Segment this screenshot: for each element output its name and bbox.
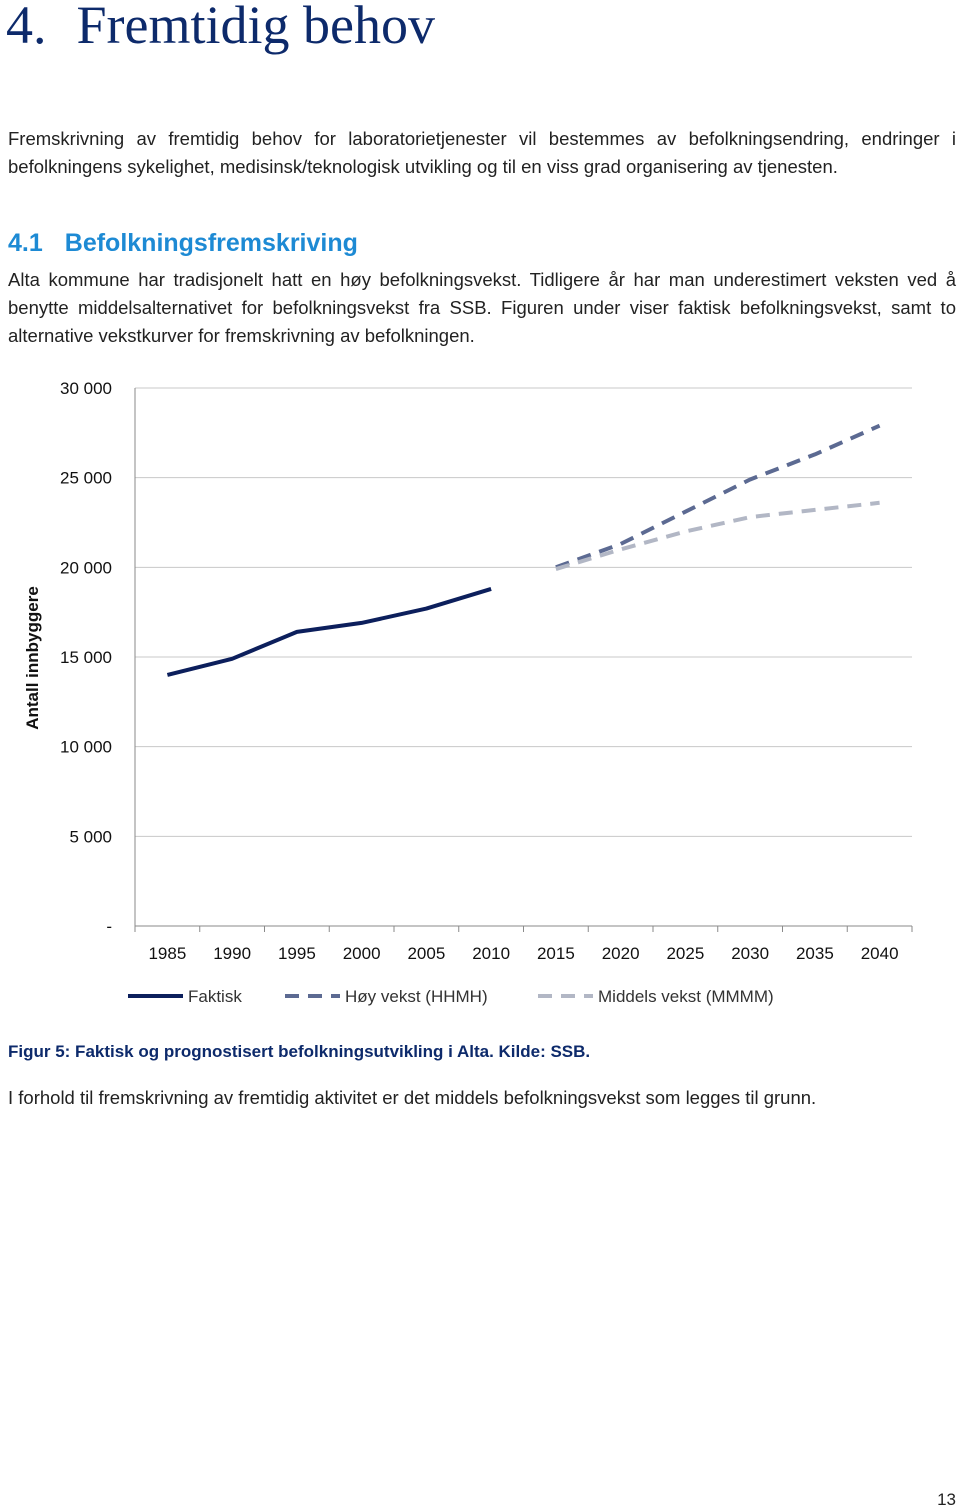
chart-series xyxy=(167,426,879,675)
x-tick-label: 2030 xyxy=(731,944,770,963)
chapter-number: 4. xyxy=(6,0,47,55)
y-tick-label: 5 000 xyxy=(69,827,112,847)
x-tick-label: 2025 xyxy=(666,944,705,963)
section-number: 4.1 xyxy=(8,229,43,257)
x-tick-label: 2005 xyxy=(407,944,446,963)
y-tick-label: - xyxy=(106,917,112,936)
x-tick-label: 2010 xyxy=(472,944,511,963)
x-tick-label: 2015 xyxy=(536,944,575,963)
legend-label-3: Middels vekst (MMMM) xyxy=(598,987,774,1006)
y-tick-label: 25 000 xyxy=(60,468,112,488)
figure-caption: Figur 5: Faktisk og prognostisert befolkningsutvikling i Alta. Kilde: SSB. xyxy=(8,1042,591,1061)
closing-paragraph: I forhold til fremskrivning av fremtidig aktivitet er det middels befolkningsvekst som legges til grunn. xyxy=(8,1087,817,1108)
section-title: Befolkningsfremskriving xyxy=(64,229,358,257)
y-tick-label: 15 000 xyxy=(60,648,112,667)
legend-label-1: Faktisk xyxy=(188,987,242,1006)
series-line-2 xyxy=(556,426,880,568)
x-tick-labels xyxy=(148,944,898,963)
x-tick-label: 2035 xyxy=(795,944,834,963)
chart-axes xyxy=(135,388,912,932)
y-tick-labels xyxy=(60,379,112,936)
population-chart xyxy=(0,365,960,1030)
section-heading xyxy=(8,229,358,258)
legend-label-2: Høy vekst (HHMH) xyxy=(345,987,488,1006)
chart-gridlines xyxy=(135,388,912,836)
chapter-heading xyxy=(6,0,435,56)
x-tick-label: 1990 xyxy=(213,944,252,963)
series-line-1 xyxy=(167,589,491,675)
x-tick-label: 1995 xyxy=(277,944,316,963)
y-tick-label: 10 000 xyxy=(60,737,112,757)
chart-legend xyxy=(128,987,774,1006)
section-paragraph: Alta kommune har tradisjonelt hatt en høy befolkningsvekst. Tidligere år har man underestimert veksten ved å benytte middelsalternativet for befolkningsvekst fra SSB. Figuren under viser faktisk befolkningsvekst, samt to alternative vekstkurver for fremskrivning av befolkningen. xyxy=(8,269,956,346)
x-tick-label: 2040 xyxy=(860,944,899,963)
y-axis-label: Antall innbyggere xyxy=(23,586,42,730)
x-tick-label: 2020 xyxy=(601,944,640,963)
page-number: 13 xyxy=(937,1490,956,1509)
chapter-title: Fremtidig behov xyxy=(76,0,435,55)
y-tick-label: 30 000 xyxy=(60,379,112,398)
series-line-3 xyxy=(556,503,880,569)
x-tick-label: 2000 xyxy=(342,944,381,963)
y-tick-label: 20 000 xyxy=(60,558,112,578)
intro-paragraph: Fremskrivning av fremtidig behov for laboratorietjenester vil bestemmes av befolkningsendring, endringer i befolkningens sykelighet, medisinsk/teknologisk utvikling og til en viss grad organisering av tjenesten. xyxy=(8,128,956,177)
x-tick-label: 1985 xyxy=(148,944,187,963)
